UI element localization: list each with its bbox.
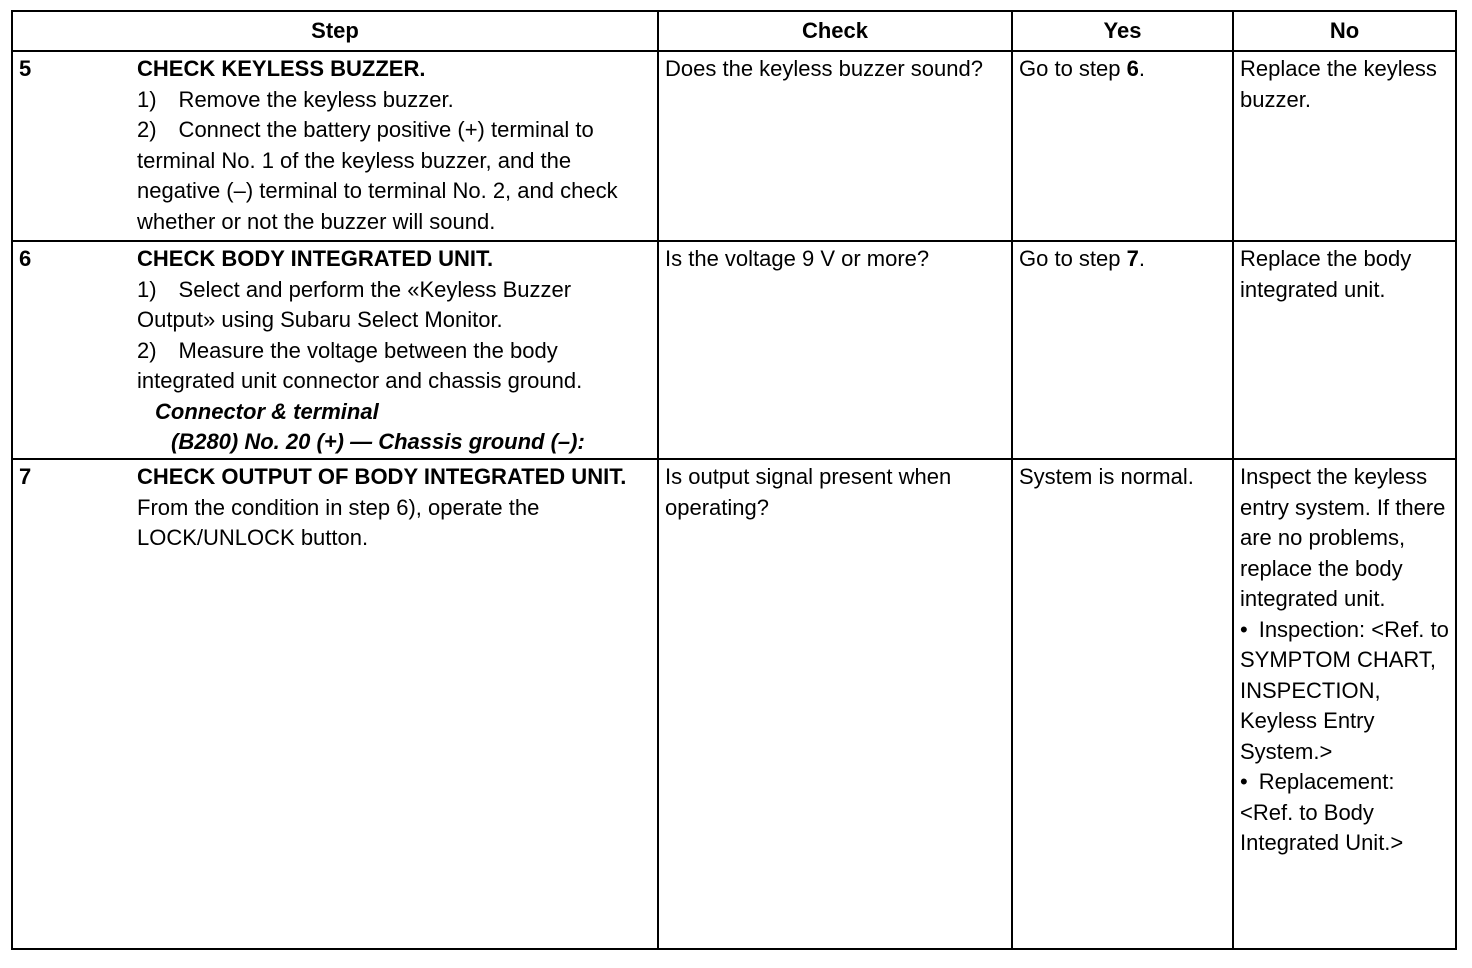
yes-text: Go to step (1019, 56, 1127, 81)
table-row (12, 459, 1456, 949)
step-instruction: 2) Connect the battery positive (+) terminal to terminal No. 1 of the keyless buzzer, and the negative (–) terminal to terminal No. 2, and check whether or not the buzzer will sound. (137, 117, 618, 234)
yes-cell (1012, 241, 1233, 459)
step-instruction: 1) Select and perform the «Keyless Buzzer Output» using Subaru Select Monitor. (137, 276, 572, 332)
step-instruction: 2) Measure the voltage between the body integrated unit connector and chassis ground. (137, 337, 583, 393)
step-title: CHECK OUTPUT OF BODY INTEGRATED UNIT. (137, 464, 627, 489)
diagnostic-table (11, 10, 1457, 950)
no-intro: Inspect the keyless entry system. If there are no problems, replace the body integrated unit. (1240, 464, 1446, 611)
step-instruction: 1) Remove the keyless buzzer. (137, 86, 454, 112)
yes-step-link: 6 (1126, 56, 1139, 81)
no-bullet: • Inspection: <Ref. to SYMPTOM CHART, INSPECTION, Keyless Entry System.> (1240, 616, 1449, 764)
step-cell (12, 459, 658, 949)
header-check: Check (658, 11, 1012, 51)
check-cell: Is output signal present when operating? (658, 459, 1012, 949)
yes-cell (1012, 51, 1233, 241)
check-cell: Is the voltage 9 V or more? (658, 241, 1012, 459)
no-cell (1233, 459, 1456, 949)
no-cell: Replace the body integrated unit. (1233, 241, 1456, 459)
yes-text: Go to step (1019, 246, 1127, 271)
step-cell (12, 51, 658, 241)
header-no: No (1233, 11, 1456, 51)
step-title: CHECK KEYLESS BUZZER. (137, 56, 426, 81)
yes-suffix: . (1138, 246, 1145, 271)
header-step: Step (12, 11, 658, 51)
no-cell: Replace the keyless buzzer. (1233, 51, 1456, 241)
step-title: CHECK BODY INTEGRATED UNIT. (137, 246, 494, 271)
connector-label: Connector & terminal (155, 398, 379, 424)
table-row (12, 51, 1456, 241)
step-number: 7 (19, 464, 32, 489)
header-row (12, 11, 1456, 51)
connector-value: (B280) No. 20 (+) — Chassis ground (–): (171, 429, 585, 454)
step-number: 6 (19, 246, 32, 271)
step-cell (12, 241, 658, 459)
check-cell: Does the keyless buzzer sound? (658, 51, 1012, 241)
step-number: 5 (19, 56, 32, 81)
no-bullet: • Replacement: <Ref. to Body Integrated Unit.> (1240, 769, 1404, 855)
yes-step-link: 7 (1126, 246, 1139, 271)
step-instruction: From the condition in step 6), operate the LOCK/UNLOCK button. (137, 494, 540, 550)
table-row (12, 241, 1456, 459)
yes-suffix: . (1138, 56, 1145, 81)
yes-cell: System is normal. (1012, 459, 1233, 949)
header-yes: Yes (1012, 11, 1233, 51)
